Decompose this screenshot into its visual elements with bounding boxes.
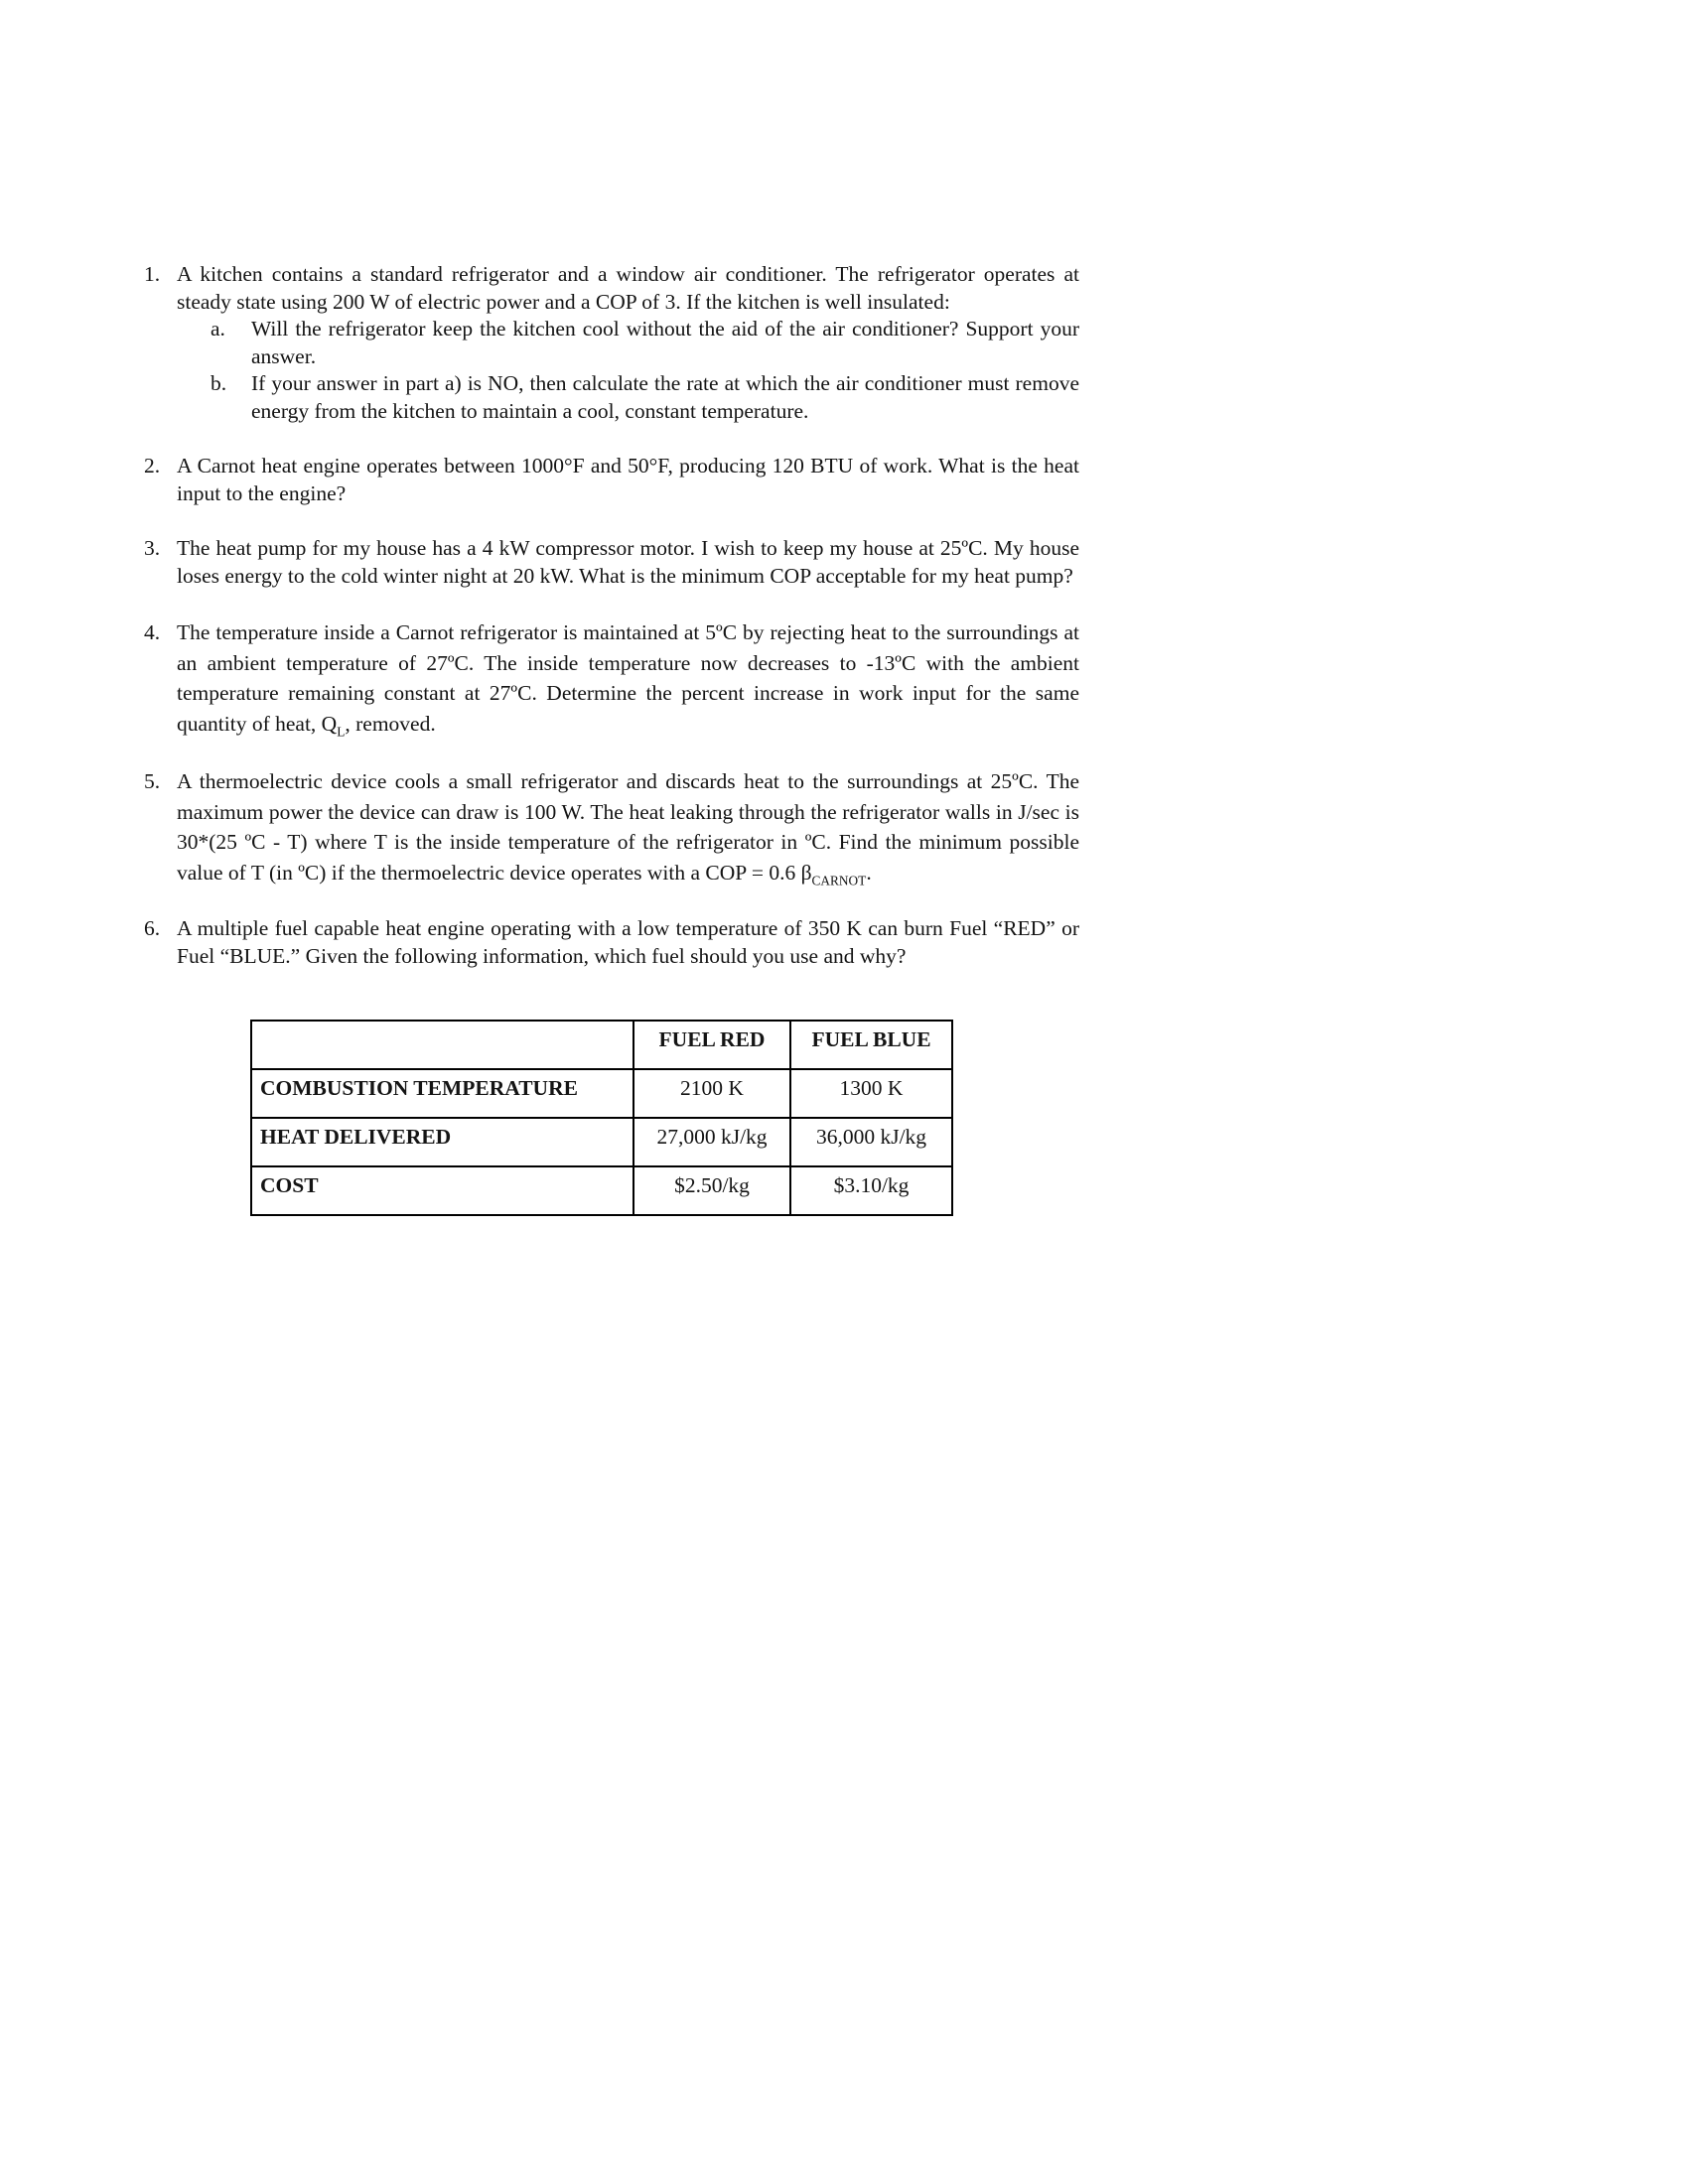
problem-number: 2.: [144, 454, 161, 478]
row-label: HEAT DELIVERED: [251, 1118, 633, 1166]
problem-number: 6.: [144, 916, 161, 941]
subscript-QL: L: [337, 724, 346, 739]
problem-1: [144, 261, 1079, 425]
problem-text: [177, 617, 1079, 739]
problem-text: A kitchen contains a standard refrigerator and a window air conditioner. The refrigerator operates at steady state using 200 W of electric power and a COP of 3. If the kitchen is well insulated:: [177, 262, 1079, 314]
column-header-fuel-blue: FUEL BLUE: [790, 1021, 952, 1069]
problem-body: [177, 915, 1079, 970]
problem-number: 1.: [144, 262, 161, 286]
subitem-label: a.: [211, 317, 225, 341]
problem-text: The heat pump for my house has a 4 kW compressor motor. I wish to keep my house at 25ºC. My house loses energy to the cold winter night at 20 kW. What is the minimum COP acceptable for my heat pump?: [177, 536, 1079, 588]
problem-1-subitem-a: [211, 316, 1079, 370]
problem-number: 3.: [144, 536, 161, 561]
problem-text-part: The temperature inside a Carnot refrigerator is maintained at 5ºC by rejecting heat to the surroundings at an ambient temperature of 27ºC. The inside temperature now decreases to -13ºC with the ambient temperature remaining constant at 27ºC. Determine the percent increase in work input for the same quantity of heat, Q: [177, 620, 1079, 736]
problem-set: [144, 261, 1079, 1216]
problem-body: [177, 261, 1079, 425]
subscript-carnot: CARNOT: [811, 873, 867, 888]
problem-body: [177, 535, 1079, 590]
table-header-row: [251, 1021, 952, 1069]
empty-header-cell: [251, 1021, 633, 1069]
problem-3: [144, 535, 1079, 590]
subitem-text: If your answer in part a) is NO, then calculate the rate at which the air conditioner must remove energy from the kitchen to maintain a cool, constant temperature.: [251, 371, 1079, 423]
problem-2: [144, 453, 1079, 507]
problem-body: [177, 766, 1079, 887]
problem-5: [144, 766, 1079, 887]
problem-text: A multiple fuel capable heat engine operating with a low temperature of 350 K can burn Fuel “RED” or Fuel “BLUE.” Given the following information, which fuel should you use and why?: [177, 916, 1079, 968]
cell-fuel-red-cost: $2.50/kg: [633, 1166, 790, 1215]
column-header-fuel-red: FUEL RED: [633, 1021, 790, 1069]
table-row-heat-delivered: [251, 1118, 952, 1166]
table-row-combustion-temperature: [251, 1069, 952, 1118]
problem-text-part: , removed.: [345, 711, 436, 736]
cell-fuel-blue-cost: $3.10/kg: [790, 1166, 952, 1215]
problem-4: [144, 617, 1079, 739]
problem-text: [177, 766, 1079, 887]
row-label: COMBUSTION TEMPERATURE: [251, 1069, 633, 1118]
fuel-comparison-table: [250, 1020, 953, 1216]
cell-fuel-red-combustion-temperature: 2100 K: [633, 1069, 790, 1118]
problem-number: 4.: [144, 620, 161, 645]
cell-fuel-red-heat-delivered: 27,000 kJ/kg: [633, 1118, 790, 1166]
problem-1-subitem-b: [211, 370, 1079, 425]
problem-text: A Carnot heat engine operates between 1000°F and 50°F, producing 120 BTU of work. What is the heat input to the engine?: [177, 454, 1079, 505]
subitem-text: Will the refrigerator keep the kitchen cool without the aid of the air conditioner? Support your answer.: [251, 317, 1079, 368]
problem-text-part: A thermoelectric device cools a small refrigerator and discards heat to the surroundings at 25ºC. The maximum power the device can draw is 100 W. The heat leaking through the refrigerator walls in J/sec is 30*(25 ºC - T) where T is the inside temperature of the refrigerator in ºC. Find the minimum possible value of T (in ºC) if the thermoelectric device operates with a COP = 0.6 β: [177, 769, 1079, 885]
row-label: COST: [251, 1166, 633, 1215]
cell-fuel-blue-combustion-temperature: 1300 K: [790, 1069, 952, 1118]
table-row-cost: [251, 1166, 952, 1215]
subitem-label: b.: [211, 371, 227, 396]
problem-body: [177, 617, 1079, 739]
cell-fuel-blue-heat-delivered: 36,000 kJ/kg: [790, 1118, 952, 1166]
problem-number: 5.: [144, 769, 161, 794]
problem-6: [144, 915, 1079, 970]
problem-body: [177, 453, 1079, 507]
problem-text-part: .: [866, 860, 872, 885]
